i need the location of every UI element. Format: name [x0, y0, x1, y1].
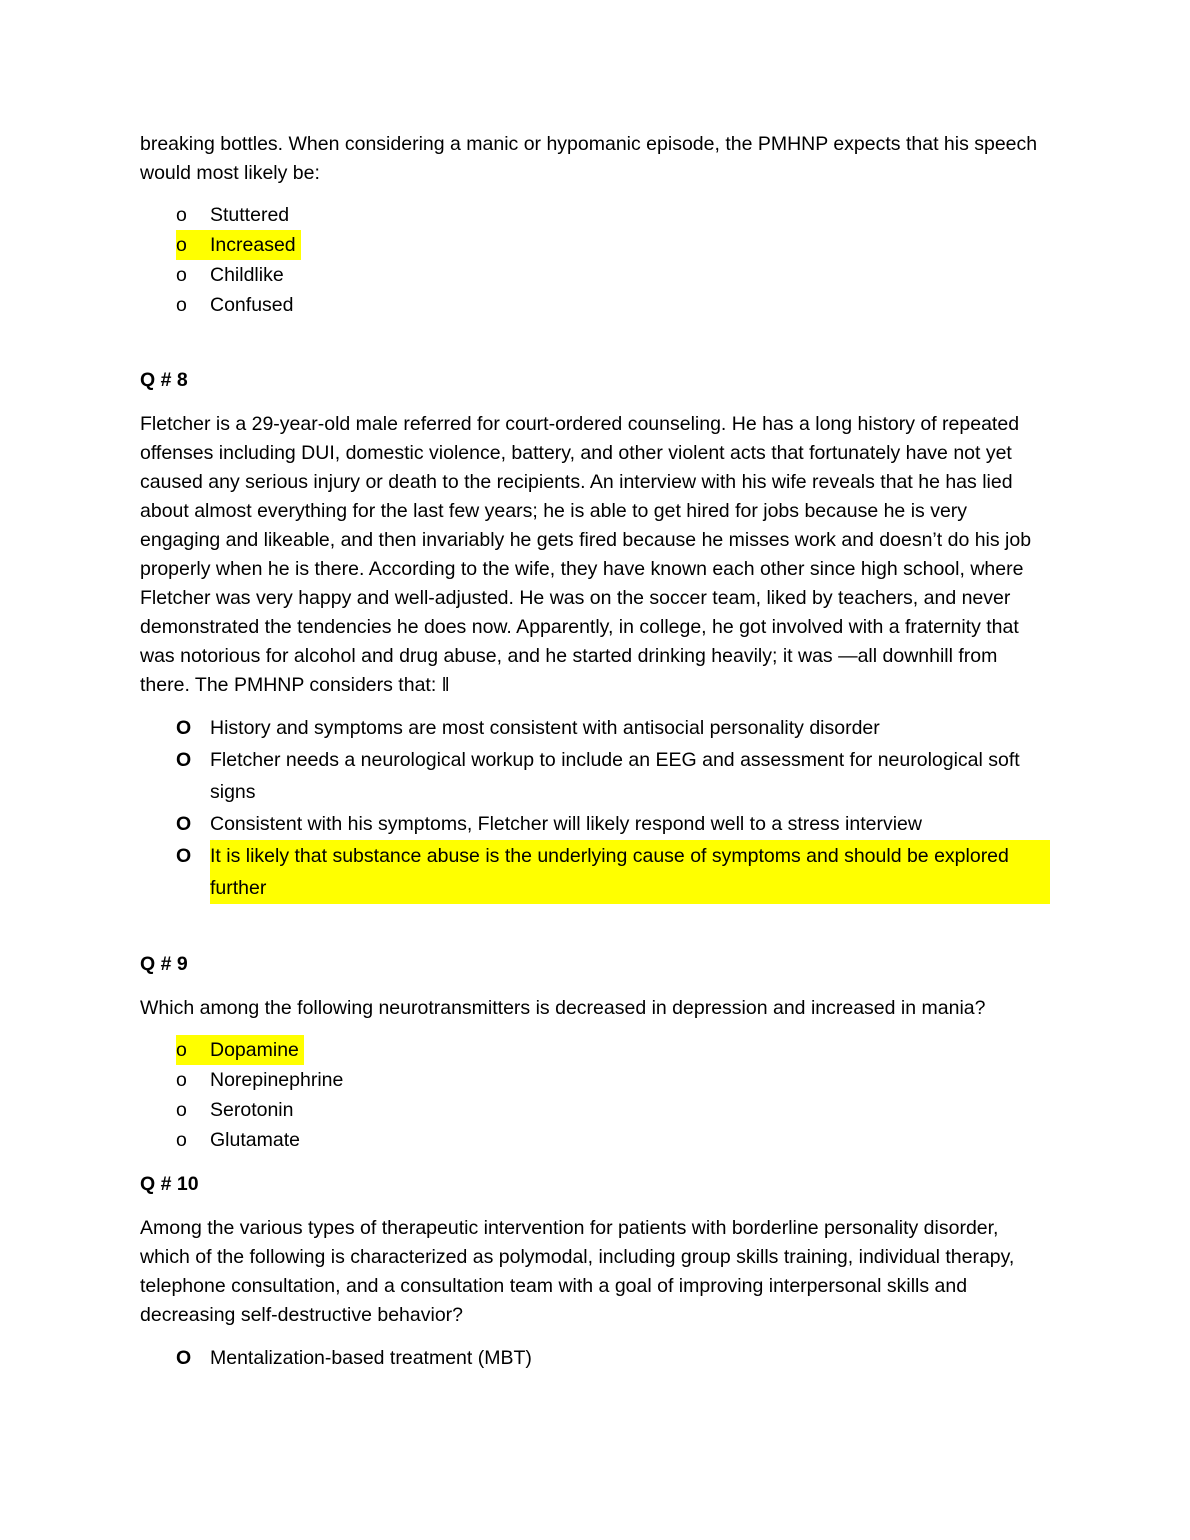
- answer-option[interactable]: [176, 1065, 1050, 1095]
- option-label: History and symptoms are most consistent with antisocial personality disorder: [210, 717, 880, 739]
- answer-option-selected[interactable]: [176, 840, 1050, 904]
- question10-text: Among the various types of therapeutic intervention for patients with borderline personality disorder, which of the following is characterized as polymodal, including group skills training, individual therapy, telephone consultation, and a consultation team with a goal of improving interpersonal skills and decreasing self-destructive behavior?: [140, 1217, 1015, 1326]
- option-bullet: O: [176, 1347, 192, 1369]
- option-label: Fletcher needs a neurological workup to include an EEG and assessment for neurological soft signs: [210, 749, 1020, 803]
- question8-number: Q # 8: [140, 369, 188, 391]
- question7-continuation-text: breaking bottles. When considering a manic or hypomanic episode, the PMHNP expects that his speech would most likely be:: [140, 133, 1038, 184]
- question8-text: Fletcher is a 29-year-old male referred for court-ordered counseling. He has a long history of repeated offenses including DUI, domestic violence, battery, and other violent acts that fortunately have not yet caused any serious injury or death to the recipients. An interview with his wife reveals that he has lied about almost everything for the last few years; he is able to get hired for jobs because he is very engaging and likeable, and then invariably he gets fired because he misses work and doesn’t do his job properly when he is there. According to the wife, they have known each other since high school, where Fletcher was very happy and well-adjusted. He was on the soccer team, liked by teachers, and never demonstrated the tendencies he does now. Apparently, in college, he got involved with a fraternity that was notorious for alcohol and drug abuse, and he started drinking heavily; it was —all downhill from there. The PMHNP considers that: ‖: [140, 413, 1032, 696]
- answer-option[interactable]: [176, 712, 1050, 744]
- option-bullet: O: [176, 749, 192, 771]
- answer-option[interactable]: [176, 744, 1050, 808]
- option-label: Glutamate: [210, 1129, 300, 1151]
- answer-option[interactable]: [176, 1125, 1050, 1155]
- option-bullet: o: [176, 204, 187, 226]
- answer-option[interactable]: [176, 260, 1050, 290]
- question9-number: Q # 9: [140, 953, 188, 975]
- option-label: Confused: [210, 294, 294, 316]
- option-label: Mentalization-based treatment (MBT): [210, 1347, 532, 1369]
- option-bullet: O: [176, 845, 192, 867]
- option-label: Stuttered: [210, 204, 290, 226]
- answer-option[interactable]: [176, 1342, 1050, 1374]
- option-label: Serotonin: [210, 1099, 294, 1121]
- answer-option-selected[interactable]: [176, 1035, 1050, 1065]
- answer-option[interactable]: [176, 290, 1050, 320]
- question10-options: [176, 1342, 1050, 1374]
- option-label: Childlike: [210, 264, 284, 286]
- answer-option-selected[interactable]: [176, 230, 1050, 260]
- option-bullet: O: [176, 813, 192, 835]
- option-bullet: o: [176, 230, 210, 260]
- option-label-highlighted: Dopamine: [210, 1035, 304, 1065]
- option-label: Consistent with his symptoms, Fletcher will likely respond well to a stress interview: [210, 813, 922, 835]
- question7-options: [176, 200, 1050, 320]
- option-label: Norepinephrine: [210, 1069, 344, 1091]
- question9-text: Which among the following neurotransmitters is decreased in depression and increased in mania?: [140, 997, 986, 1019]
- option-bullet: o: [176, 294, 187, 316]
- answer-option[interactable]: [176, 1095, 1050, 1125]
- option-bullet: o: [176, 1069, 187, 1091]
- question9-options: [176, 1035, 1050, 1155]
- question8-options: [176, 712, 1050, 904]
- option-label-highlighted: It is likely that substance abuse is the underlying cause of symptoms and should be explored further: [210, 840, 1050, 904]
- answer-option[interactable]: [176, 808, 1050, 840]
- answer-option[interactable]: [176, 200, 1050, 230]
- option-bullet: o: [176, 1129, 187, 1151]
- option-bullet: O: [176, 717, 192, 739]
- question10-number: Q # 10: [140, 1173, 199, 1195]
- option-bullet: o: [176, 1099, 187, 1121]
- option-bullet: o: [176, 1035, 210, 1065]
- option-bullet: o: [176, 264, 187, 286]
- option-label-highlighted: Increased: [210, 230, 301, 260]
